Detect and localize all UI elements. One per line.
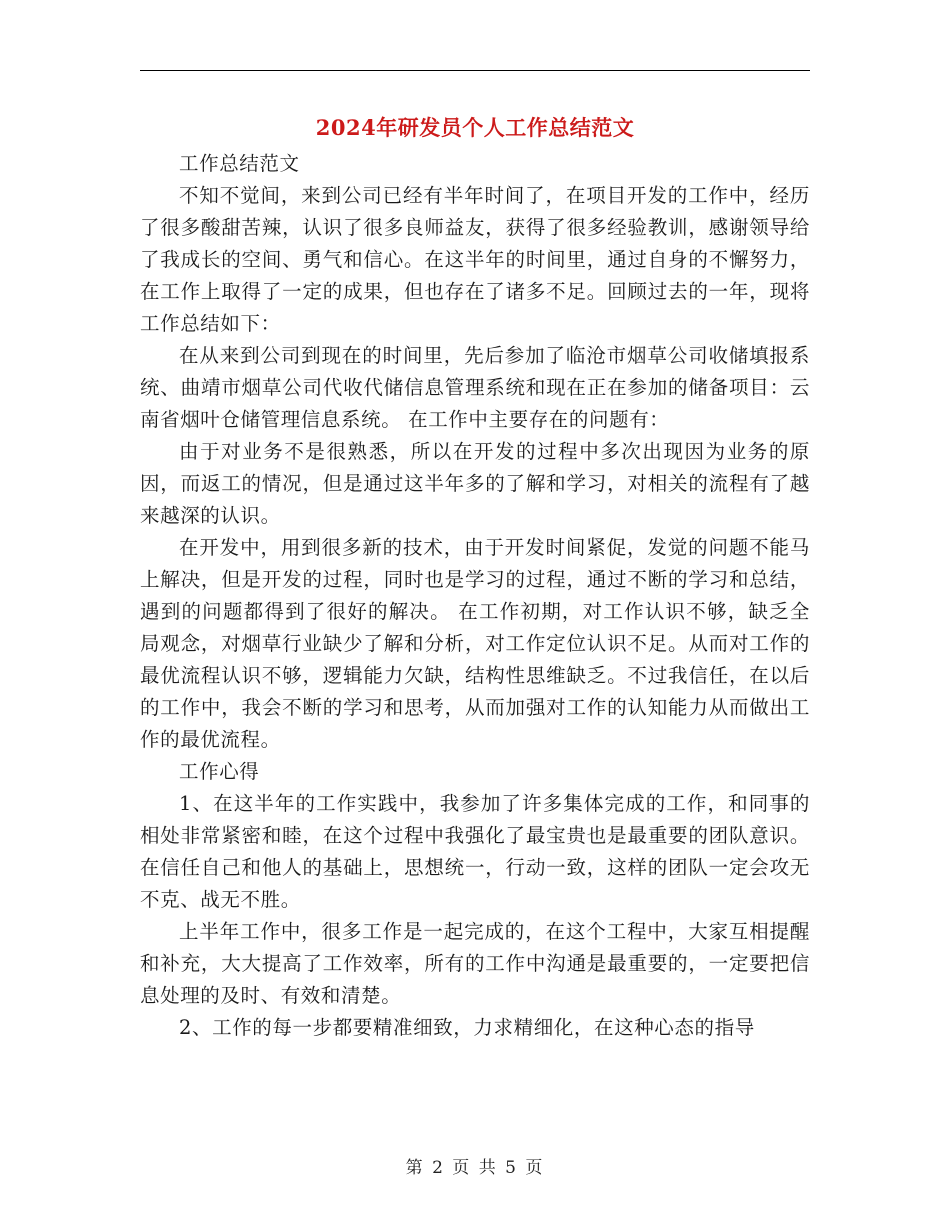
body-paragraph: 1、在这半年的工作实践中，我参加了许多集体完成的工作，和同事的相处非常紧密和睦，在这个过程中我强化了最宝贵也是最重要的团队意识。在信任自己和他人的基础上，思想统一，行动一致，这样的团队一定会攻无不克、战无不胜。 [140, 792, 810, 911]
section-heading-experience: 工作心得 [179, 760, 260, 783]
document-title: 2024年研发员个人工作总结范文 [315, 115, 635, 140]
body-paragraph: 上半年工作中，很多工作是一起完成的，在这个工程中，大家互相提醒和补充，大大提高了工作效率，所有的工作中沟通是最重要的，一定要把信息处理的及时、有效和清楚。 [140, 920, 810, 1007]
body-paragraph: 不知不觉间，来到公司已经有半年时间了，在项目开发的工作中，经历了很多酸甜苦辣，认识了很多良师益友，获得了很多经验教训，感谢领导给了我成长的空间、勇气和信心。在这半年的时间里，通过自身的不懈努力，在工作上取得了一定的成果，但也存在了诸多不足。回顾过去的一年，现将工作总结如下： [140, 184, 810, 335]
document-body [140, 148, 810, 1044]
header-rule [140, 70, 810, 71]
body-paragraph: 在开发中，用到很多新的技术，由于开发时间紧促，发觉的问题不能马上解决，但是开发的过程，同时也是学习的过程，通过不断的学习和总结，遇到的问题都得到了很好的解决。 在工作初期，对工作认识不够，缺乏全局观念，对烟草行业缺少了解和分析，对工作定位认识不足。从而对工作的最优流程认识不够，逻辑能力欠缺，结构性思维缺乏。不过我信任，在以后的工作中，我会不断的学习和思考，从而加强对工作的认知能力从而做出工作的最优流程。 [140, 536, 810, 751]
body-paragraph: 由于对业务不是很熟悉，所以在开发的过程中多次出现因为业务的原因，而返工的情况，但是通过这半年多的了解和学习，对相关的流程有了越来越深的认识。 [140, 440, 810, 527]
page-number: 第 2 页 共 5 页 [405, 1158, 545, 1178]
section-heading-summary: 工作总结范文 [179, 152, 300, 175]
body-paragraph: 2、工作的每一步都要精准细致，力求精细化，在这种心态的指导 [179, 1016, 755, 1039]
body-paragraph: 在从来到公司到现在的时间里，先后参加了临沧市烟草公司收储填报系统、曲靖市烟草公司代收代储信息管理系统和现在正在参加的储备项目：云南省烟叶仓储管理信息系统。 在工作中主要存在的问题有： [140, 344, 810, 431]
